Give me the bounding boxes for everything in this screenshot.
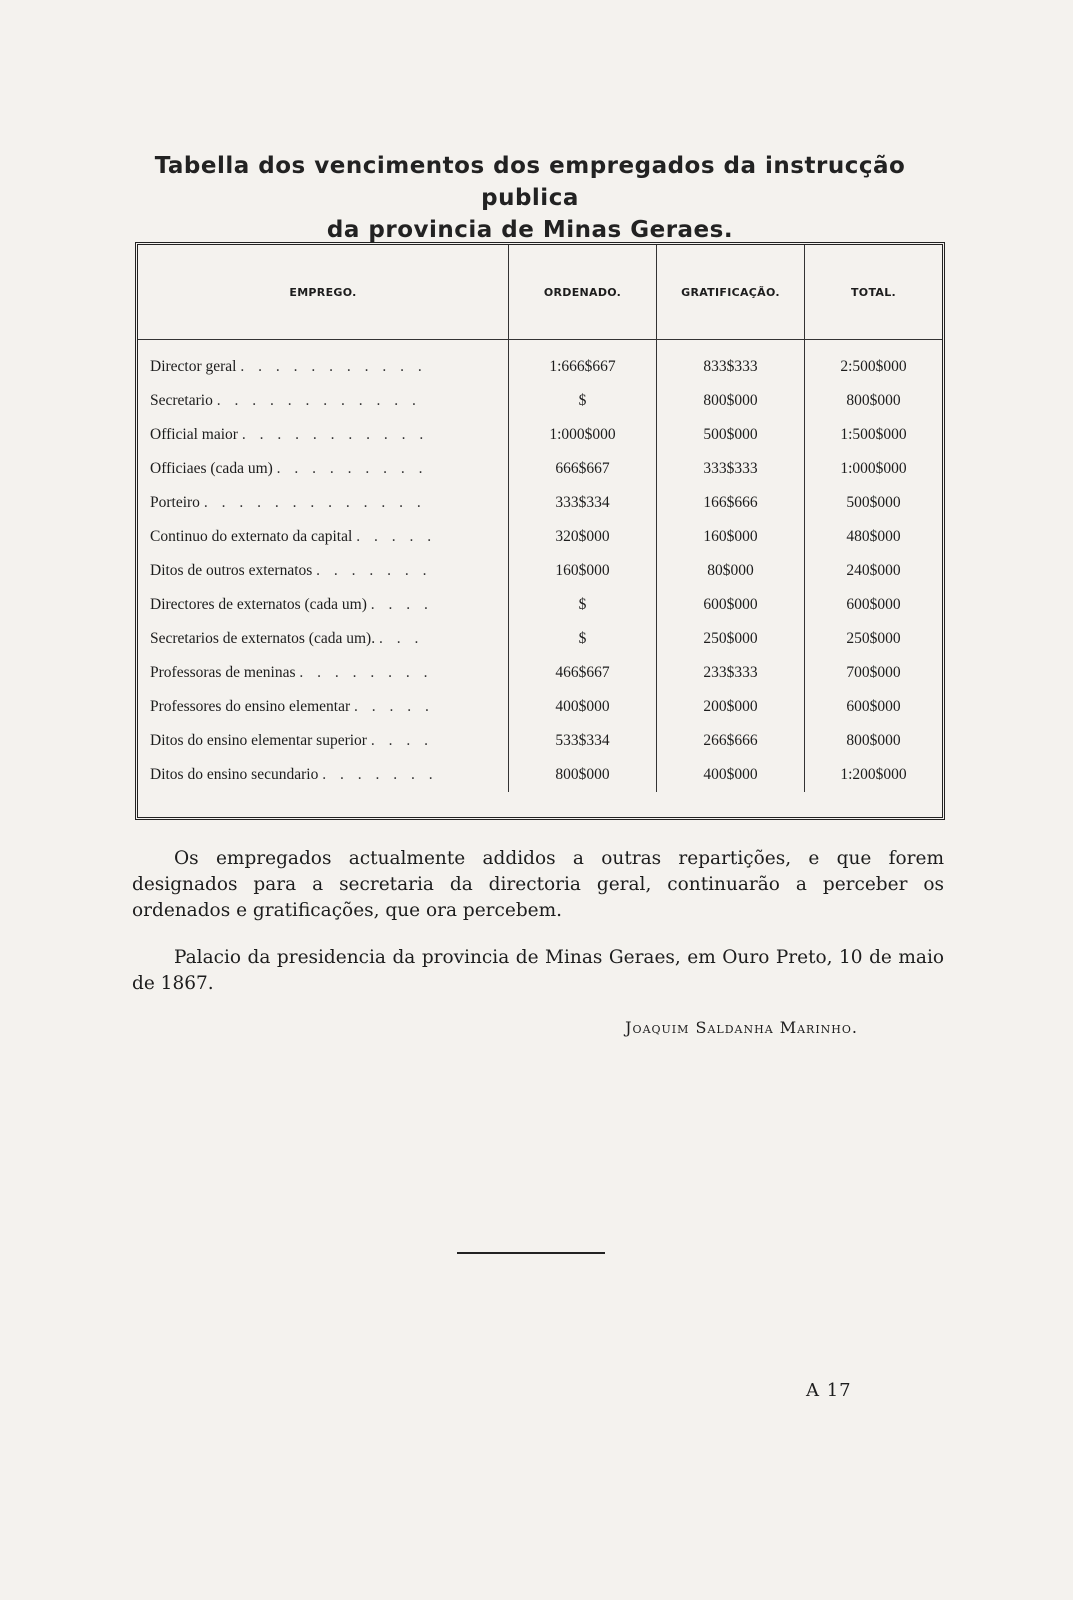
cell-emprego [138,384,509,418]
cell-ordenado: 400$000 [509,690,657,724]
table-row [138,588,942,622]
title-line-2: da provincia de Minas Geraes. [326,217,734,243]
emprego-label: Ditos do ensino secundario [150,766,319,783]
table-body [138,340,942,793]
table-row [138,656,942,690]
salary-table-frame [135,242,945,820]
cell-ordenado: 1:666$667 [509,340,657,385]
cell-gratificacao: 600$000 [657,588,805,622]
cell-total: 600$000 [805,690,943,724]
leader-dots: . . . . [370,596,433,613]
emprego-label: Officiaes (cada um) [150,460,273,477]
cell-emprego [138,622,509,656]
cell-ordenado: 160$000 [509,554,657,588]
closing-rule [457,1252,605,1254]
cell-total: 800$000 [805,724,943,758]
leader-dots: . . . . . . . . . . . . . [203,494,426,511]
leader-dots: . . . . . . . . . . . [241,426,429,443]
paragraph-palacio [132,945,944,997]
paragraph-palacio-text: Palacio da presidencia da provincia de Minas Geraes, em Ouro Preto, 10 de maio de 1867. [132,947,944,994]
emprego-label: Ditos de outros externatos [150,562,313,579]
leader-dots: . . . . . [354,698,434,715]
leader-dots: . . . . . . . [316,562,432,579]
cell-gratificacao: 266$666 [657,724,805,758]
emprego-label: Professoras de meninas [150,664,296,681]
cell-total: 240$000 [805,554,943,588]
emprego-label: Ditos do ensino elementar superior [150,732,367,749]
header-ordenado: ORDENADO. [509,245,657,340]
table-header-row [138,245,942,340]
cell-emprego [138,758,509,792]
cell-gratificacao: 833$333 [657,340,805,385]
cell-ordenado: $ [509,588,657,622]
cell-emprego [138,554,509,588]
cell-total: 800$000 [805,384,943,418]
cell-ordenado: $ [509,384,657,418]
emprego-label: Secretario [150,392,213,409]
cell-gratificacao: 233$333 [657,656,805,690]
paragraph-addidos-text: Os empregados actualmente addidos a outras repartições, e que forem designados para a secretaria da directoria geral, continuarão a perceber os ordenados e gratificações, que ora percebem. [132,848,944,921]
cell-emprego [138,724,509,758]
cell-ordenado: 800$000 [509,758,657,792]
cell-ordenado: 533$334 [509,724,657,758]
leader-dots: . . . . [370,732,433,749]
table-row [138,690,942,724]
cell-total: 1:000$000 [805,452,943,486]
title-line-1: Tabella dos vencimentos dos empregados da instrucção publica [154,153,906,211]
emprego-label: Professores do ensino elementar [150,698,351,715]
leader-dots: . . . . . . . . [299,664,433,681]
cell-gratificacao: 500$000 [657,418,805,452]
table-row [138,340,942,385]
cell-total: 500$000 [805,486,943,520]
table-row [138,452,942,486]
emprego-label: Porteiro [150,494,200,511]
table-row [138,520,942,554]
leader-dots: . . . . . . . . . [276,460,428,477]
cell-ordenado: $ [509,622,657,656]
cell-emprego [138,452,509,486]
cell-ordenado: 333$334 [509,486,657,520]
cell-total: 700$000 [805,656,943,690]
cell-total: 480$000 [805,520,943,554]
cell-gratificacao: 250$000 [657,622,805,656]
leader-dots: . . . [378,630,424,647]
paragraph-addidos [132,846,944,924]
emprego-label: Continuo do externato da capital [150,528,353,545]
table-row [138,554,942,588]
header-emprego: EMPREGO. [138,245,509,340]
cell-emprego [138,486,509,520]
cell-emprego [138,690,509,724]
cell-ordenado: 466$667 [509,656,657,690]
cell-gratificacao: 333$333 [657,452,805,486]
cell-gratificacao: 80$000 [657,554,805,588]
signature: Joaquim Saldanha Marinho. [625,1018,858,1037]
table-row [138,622,942,656]
table-row [138,758,942,792]
cell-total: 250$000 [805,622,943,656]
cell-emprego [138,588,509,622]
cell-total: 1:500$000 [805,418,943,452]
emprego-label: Official maior [150,426,238,443]
cell-total: 2:500$000 [805,340,943,385]
leader-dots: . . . . . . . . . . . [240,358,427,375]
cell-ordenado: 1:000$000 [509,418,657,452]
emprego-label: Directores de externatos (cada um) [150,596,367,613]
leader-dots: . . . . . [356,528,437,545]
emprego-label: Secretarios de externatos (cada um). [150,630,376,647]
table-row [138,384,942,418]
cell-gratificacao: 160$000 [657,520,805,554]
table-row [138,418,942,452]
leader-dots: . . . . . . . [322,766,438,783]
cell-ordenado: 666$667 [509,452,657,486]
leader-dots: . . . . . . . . . . . . [216,392,421,409]
cell-gratificacao: 166$666 [657,486,805,520]
table-title [150,150,910,246]
cell-gratificacao: 800$000 [657,384,805,418]
emprego-label: Director geral [150,358,237,375]
cell-ordenado: 320$000 [509,520,657,554]
table-row [138,486,942,520]
cell-emprego [138,418,509,452]
header-gratificacao: GRATIFICAÇÃO. [657,245,805,340]
header-total: TOTAL. [805,245,943,340]
cell-emprego [138,340,509,385]
cell-gratificacao: 400$000 [657,758,805,792]
cell-gratificacao: 200$000 [657,690,805,724]
cell-emprego [138,520,509,554]
table-row [138,724,942,758]
cell-total: 1:200$000 [805,758,943,792]
salary-table [138,245,942,792]
cell-emprego [138,656,509,690]
cell-total: 600$000 [805,588,943,622]
page-number: A 17 [806,1380,852,1401]
